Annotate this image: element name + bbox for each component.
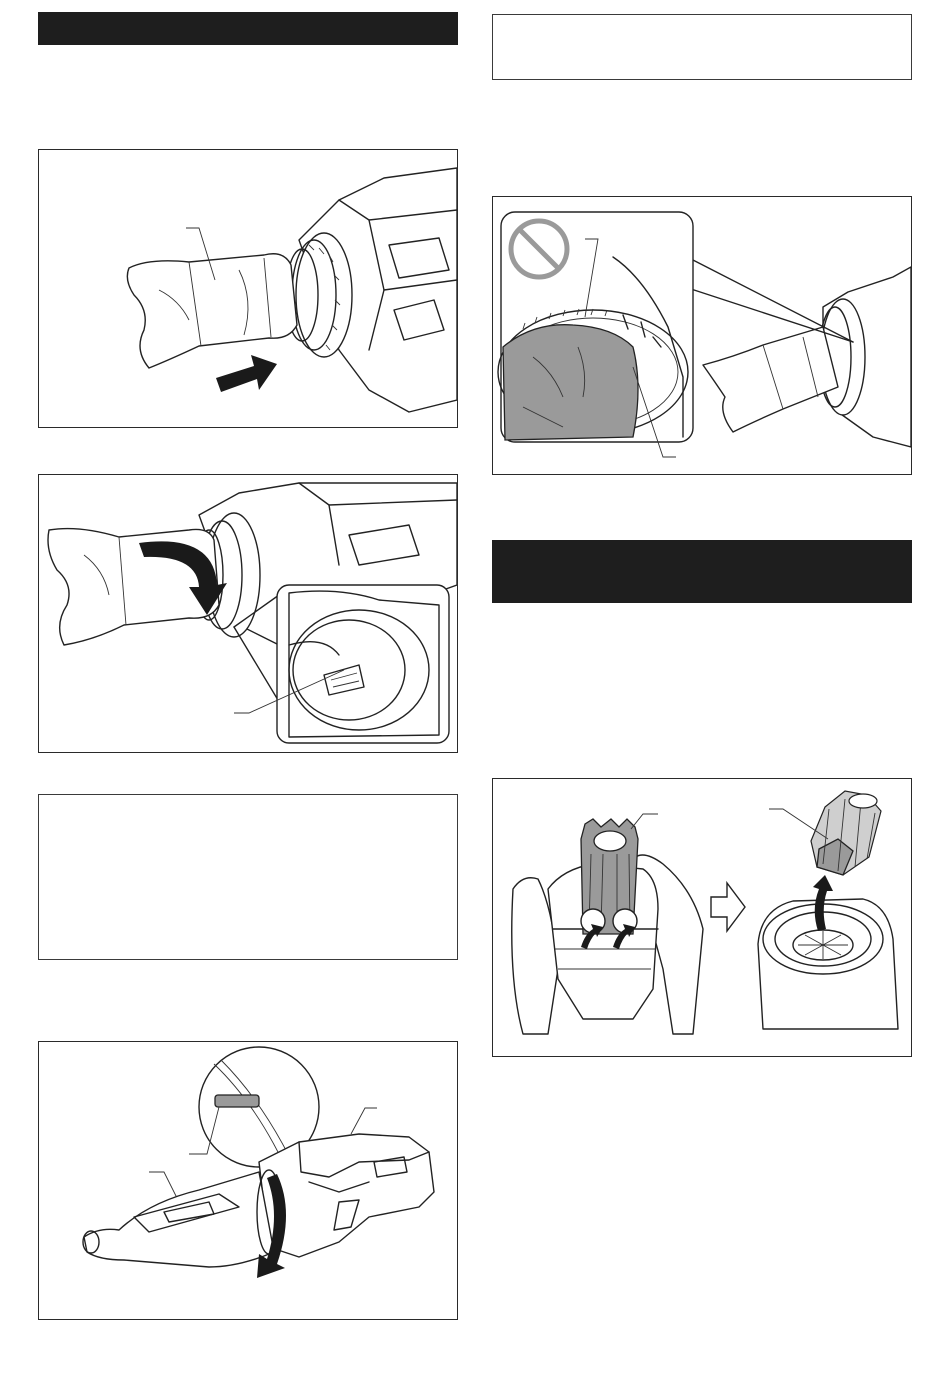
figure-remove-filter	[492, 778, 912, 1057]
remove-filter-cage-illustration	[493, 779, 911, 1056]
figure-incorrect-install	[492, 196, 912, 475]
note-box-right	[492, 14, 912, 80]
incorrect-install-illustration	[493, 197, 911, 474]
section-header-bar-right	[492, 540, 912, 603]
section-header-bar-left	[38, 12, 458, 45]
note-box-left	[38, 794, 458, 960]
attach-dust-bag-illustration	[39, 150, 457, 427]
nozzle-rotate-illustration	[39, 1042, 457, 1319]
figure-nozzle-rotate	[38, 1041, 458, 1320]
figure-attach-bag	[38, 149, 458, 428]
figure-rotate-bag	[38, 474, 458, 753]
rotate-dust-bag-illustration	[39, 475, 457, 752]
